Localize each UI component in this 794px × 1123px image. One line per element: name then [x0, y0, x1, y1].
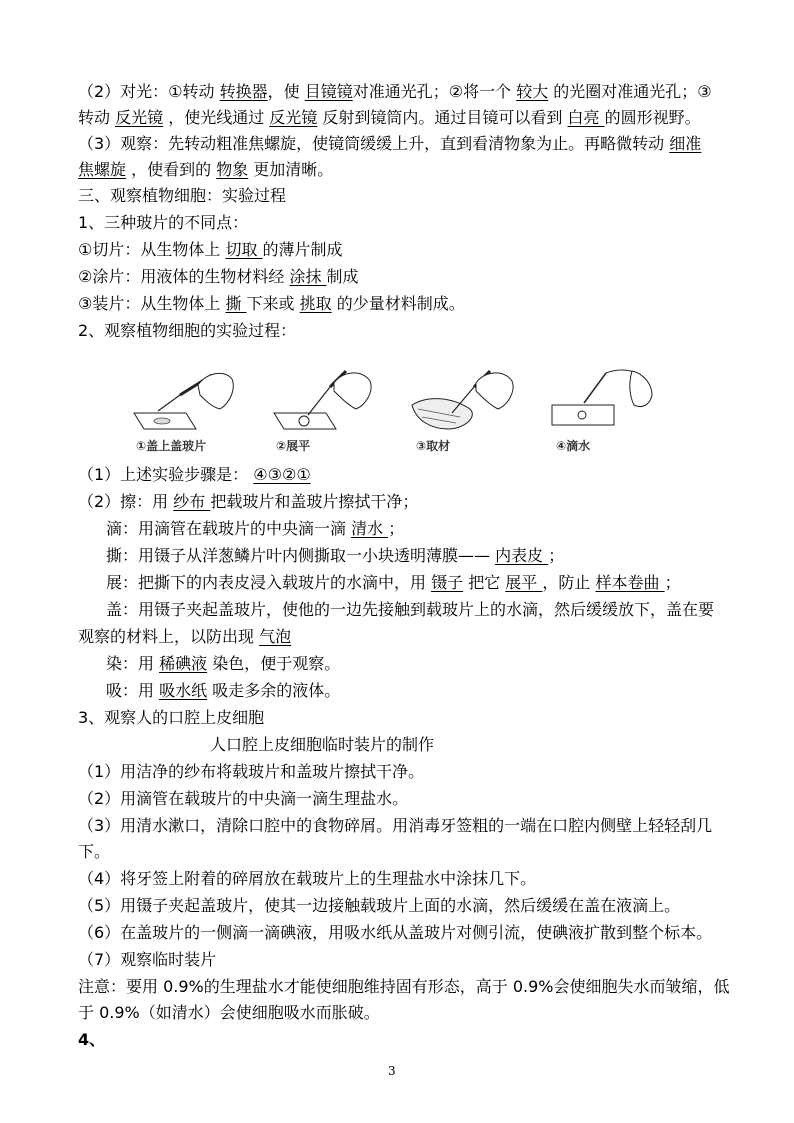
procedure-figures [128, 365, 668, 455]
slide-type-mount: ③装片：从生物体上 撕 下来或 挑取 的少量材料制成。 [78, 294, 465, 313]
oral-step-5: （5）用镊子夹起盖玻片，使其一边接触载玻片上面的水滴，然后缓缓在盖在液滴上。 [78, 896, 681, 915]
oral-step-2: （2）用滴管在载玻片的中央滴一滴生理盐水。 [78, 789, 409, 808]
oral-step-4: （4）将牙签上附着的碎屑放在载玻片上的生理盐水中涂抹几下。 [78, 869, 537, 888]
step-cover-line2: 观察的材料上，以防出现 气泡 [78, 627, 292, 646]
oral-step-1: （1）用洁净的纱布将载玻片和盖玻片擦拭干净。 [78, 762, 425, 781]
oral-step-6: （6）在盖玻片的一侧滴一滴碘液，用吸水纸从盖玻片对侧引流，使碘液扩散到整个标本。 [78, 923, 713, 942]
figure-cover-slip [128, 365, 238, 455]
oral-step-3-line1: （3）用清水漱口，清除口腔中的食物碎屑。用消毒牙签粗的一端在口腔内侧壁上轻轻刮几 [78, 816, 713, 835]
figure-label-4: ④滴水 [556, 439, 591, 453]
figure-label-1: ①盖上盖玻片 [136, 439, 207, 453]
step-cover-line1: 盖：用镊子夹起盖玻片，使他的一边先接触到载玻片上的水滴，然后缓缓放下，盖在要 [106, 600, 715, 619]
note-line1: 注意：要用 0.9%的生理盐水才能使细胞维持固有形态，高于 0.9%会使细胞失水而皱缩，低 [78, 977, 730, 996]
step-tear: 撕：用镊子从洋葱鳞片叶内侧撕取一小块透明薄膜—— 内表皮 ； [106, 546, 565, 565]
oral-step-3-line2: 下。 [78, 842, 111, 861]
section-heading-plant-cell: 三、观察植物细胞：实验过程 [78, 186, 287, 205]
figure-label-2: ②展平 [276, 439, 311, 453]
step-wipe: （2）擦：用 纱布 把载玻片和盖玻片擦拭干净； [78, 492, 419, 511]
figure-take-sample [408, 365, 518, 455]
para-observe-line2: 焦螺旋 ，使看到的 物象 更加清晰。 [78, 160, 334, 179]
add-water-illustration [548, 365, 658, 437]
para-light-line1: （2）对光：①转动 转换器，使 目镜镜对准通光孔；②将一个 较大 的光圈对准通光孔；③ [78, 82, 712, 101]
step-spread: 展：把撕下的内表皮浸入载玻片的水滴中，用 镊子 把它 展平 ，防止 样本卷曲 ； [106, 573, 681, 592]
para-observe-line1: （3）观察：先转动粗准焦螺旋，使镜筒缓缓上升，直到看清物象为止。再略微转动 细准 [78, 134, 702, 153]
sub-heading-procedure: 2、观察植物细胞的实验过程： [78, 321, 297, 340]
step-drop: 滴：用滴管在载玻片的中央滴一滴 清水 ； [106, 519, 405, 538]
cover-slip-illustration [128, 365, 238, 437]
step-absorb: 吸：用 吸水纸 吸走多余的液体。 [106, 681, 341, 700]
section-heading-oral-cell: 3、观察人的口腔上皮细胞 [78, 708, 265, 727]
slide-type-smear: ②涂片：用液体的生物材料经 涂抹 制成 [78, 267, 359, 286]
sub-heading-slides: 1、三种玻片的不同点： [78, 213, 249, 232]
note-line2: 于 0.9%（如清水）会使细胞吸水而胀破。 [78, 1003, 380, 1022]
step-order: （1）上述实验步骤是： ④③②① [78, 465, 311, 484]
para-light-line2: 转动 反光镜 ，使光线通过 反光镜 反射到镜筒内。通过目镜可以看到 白亮 的圆形视野。 [78, 108, 701, 127]
figure-add-water [548, 365, 658, 455]
section-4-heading: 4、 [78, 1030, 106, 1049]
figure-label-3: ③取材 [416, 439, 451, 453]
oral-cell-title: 人口腔上皮细胞临时装片的制作 [210, 735, 435, 754]
slide-type-section: ①切片：从生物体上 切取 的薄片制成 [78, 240, 343, 259]
step-stain: 染：用 稀碘液 染色，便于观察。 [106, 654, 341, 673]
figure-spread [268, 365, 378, 455]
take-sample-illustration [408, 365, 518, 437]
page-number: 3 [388, 1064, 396, 1078]
oral-step-7: （7）观察临时装片 [78, 950, 217, 969]
spread-illustration [268, 365, 378, 437]
